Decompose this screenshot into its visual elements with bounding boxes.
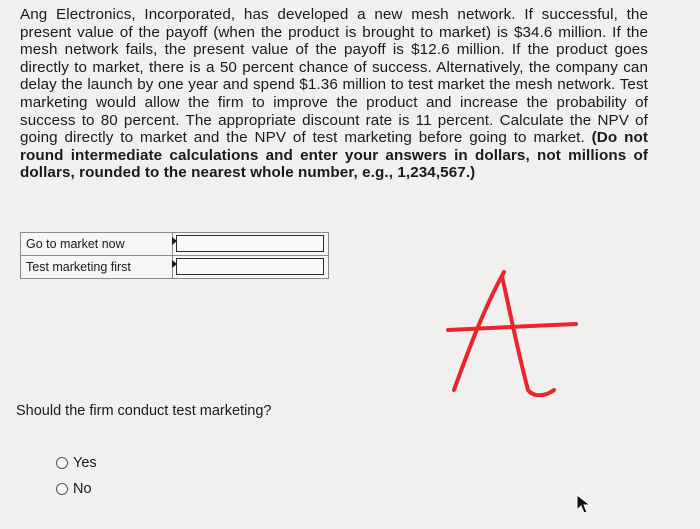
radio-label-no: No [73,481,92,497]
field-marker-icon [172,237,177,245]
field-marker-icon [172,260,177,268]
handwritten-a-icon [444,262,584,397]
table-row [21,256,329,279]
radio-label-yes: Yes [73,455,97,471]
radio-button-icon[interactable] [56,483,68,495]
problem-statement [20,6,648,182]
test-marketing-cell [173,256,329,279]
table-row [21,233,329,256]
problem-instruction: (Do not round intermediate calculations and enter your answers in dollars, not millions of dollars, rounded to the nearest whole number, e.g., 1,234,567.) [20,129,648,182]
problem-text: Ang Electronics, Incorporated, has developed a new mesh network. If successful, the present value of the payoff (when the product is brought to market) is $34.6 million. If the mesh network fails, the present value of the payoff is $12.6 million. If the product goes directly to market, there is a 50 percent chance of success. Alternatively, the company can delay the launch by one year and spend $1.36 million to test market the mesh network. Test marketing would allow the firm to improve the product and increase the probability of success to 80 percent. The appropriate discount rate is 11 percent. Calculate the NPV of going directly to market and the NPV of test marketing before going to market. [20,6,648,147]
answer-table [20,232,329,279]
go-to-market-cell [173,233,329,256]
mouse-cursor-icon [576,494,592,516]
radio-option-no[interactable] [56,481,92,497]
go-to-market-label: Go to market now [21,233,173,256]
test-marketing-label: Test marketing first [21,256,173,279]
test-marketing-question: Should the firm conduct test marketing? [16,403,272,419]
radio-option-yes[interactable] [56,455,97,471]
test-marketing-input[interactable] [176,258,324,275]
go-to-market-input[interactable] [176,235,324,252]
radio-button-icon[interactable] [56,457,68,469]
